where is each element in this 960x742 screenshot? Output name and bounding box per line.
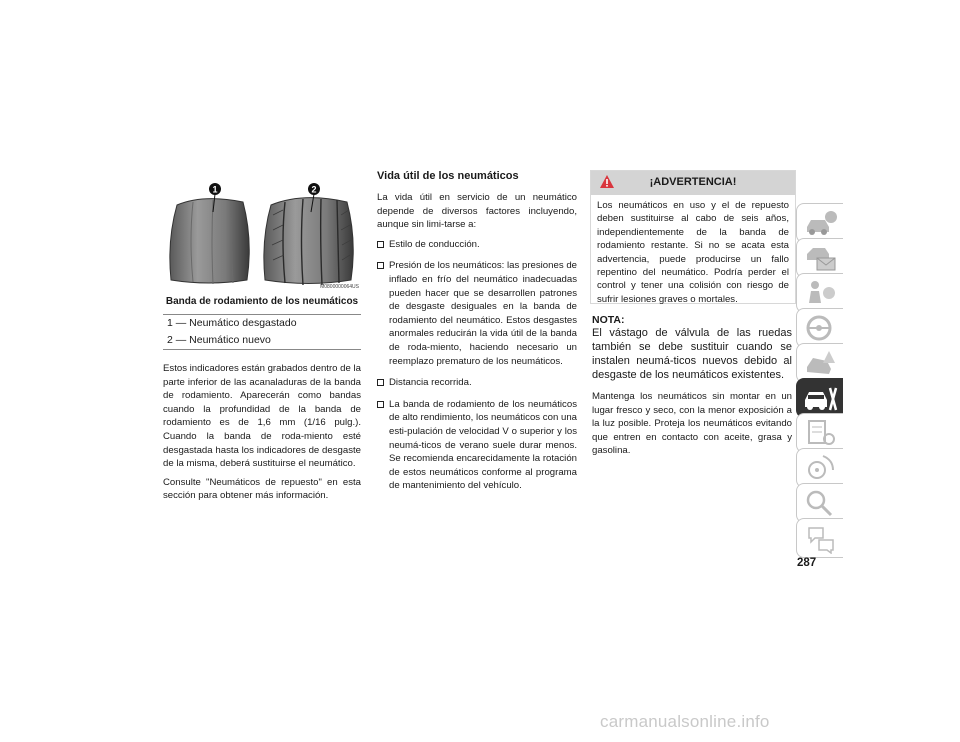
page-number: 287 [797,557,817,569]
image-code: M0800000064US [320,284,359,290]
right-column [592,314,792,458]
tab-specifications[interactable] [796,413,843,453]
square-bullet-icon [377,262,384,269]
note-text: El vástago de válvula de las ruedas también se debe sustituir cuando se instalen neumá-ticos nuevos debido al desgaste de los neumáticos existentes. [592,327,792,381]
tire-tread-illustration [163,180,361,290]
footer-watermark: carmanualsonline.info [600,712,770,731]
tab-steering[interactable] [796,308,843,348]
square-bullet-icon [377,241,384,248]
section-heading: Vida útil de los neumáticos [377,170,519,182]
square-bullet-icon [377,401,384,408]
see-also-paragraph: Consulte "Neumáticos de repuesto" en esta sección para obtener más información. [163,476,361,502]
callout-2: 2 [311,184,317,195]
list-item: Presión de los neumáticos: las presiones de inflado en frío del neumático inadecuadas pueden hacer que se desarrollen patrones de desgaste desiguales en la banda de rodamiento del neumático. Estos desgastes anormales reducirán la vida útil de la banda de roda-miento, haciendo necesario un reemplazo prematuro de los neumáticos. [377,259,577,368]
car-service-tools-icon [803,382,839,414]
note-label: NOTA: [592,314,625,326]
car-info-icon [803,207,839,239]
tab-car-info[interactable] [796,203,843,243]
callout-1: 1 [212,184,218,195]
list-item: La banda de rodamiento de los neumáticos de alto rendimiento, los neumáticos con una esti-pulación de velocidad V o superior y los neumá-ticos de verano suele durar menos. Se recomienda encarecidamente la rotación de estos neumáticos conforme al programa de mantenimiento del vehículo. [377,398,577,493]
tab-airbag-seat[interactable] [796,273,843,313]
factor-list [377,238,577,493]
multimedia-icon [803,452,839,484]
list-item: Distancia recorrida. [377,376,577,390]
magnifier-index-icon [803,487,839,519]
tab-languages[interactable] [796,518,843,558]
storage-paragraph: Mantenga los neumáticos sin montar en un lugar fresco y seco, con la menor exposición a la luz posible. Proteja los neumáticos evitando que entren en contacto con aceite, grasa y gasolina. [592,391,792,457]
left-column [163,362,361,503]
warning-box [590,170,796,304]
warning-text: Los neumáticos en uso y el de repuesto deben sustituirse al cabo de seis años, independientemente de la banda de rodamiento restante. Si no se acata esta advertencia, puede producirse un fallo repentino del neumático. Podría perder el control y tener una colisión con riesgo de sufrir lesiones graves o mortales. [597,200,789,305]
specifications-icon [803,417,839,449]
list-item: Estilo de conducción. [377,238,577,252]
tab-car-message[interactable] [796,238,843,278]
tab-car-service[interactable] [796,378,843,418]
figure-caption: Banda de rodamiento de los neumáticos [165,296,359,307]
indicator-paragraph: Estos indicadores están grabados dentro de la parte inferior de las acanaladuras de la banda de rodamiento. Aparecerán como bandas cuando la profundidad de la banda de rodamiento es de 1,6 mm (1/16 pulg.). Cuando la banda de roda-miento esté desgastada hasta los indicadores de desgaste de la misma, deberá sustituirse el neumático. [163,363,361,470]
emergency-car-icon [803,347,839,379]
warning-header [591,171,795,195]
tire-tread-figure [163,180,361,290]
languages-icon [803,522,839,554]
middle-column [377,170,577,501]
legend-item-1: 1 — Neumático desgastado [163,314,361,332]
tab-emergency[interactable] [796,343,843,383]
tab-index[interactable] [796,483,843,523]
airbag-seat-icon [803,277,839,309]
tab-multimedia[interactable] [796,448,843,488]
figure-legend [163,314,361,350]
square-bullet-icon [377,379,384,386]
car-message-icon [803,242,839,274]
intro-paragraph: La vida útil en servicio de un neumático depende de diversos factores incluyendo, aunque sin limi-tarse a: [377,192,577,231]
legend-item-2: 2 — Neumático nuevo [163,332,361,350]
steering-wheel-icon [803,312,839,344]
warning-title: ¡ADVERTENCIA! [649,176,737,188]
